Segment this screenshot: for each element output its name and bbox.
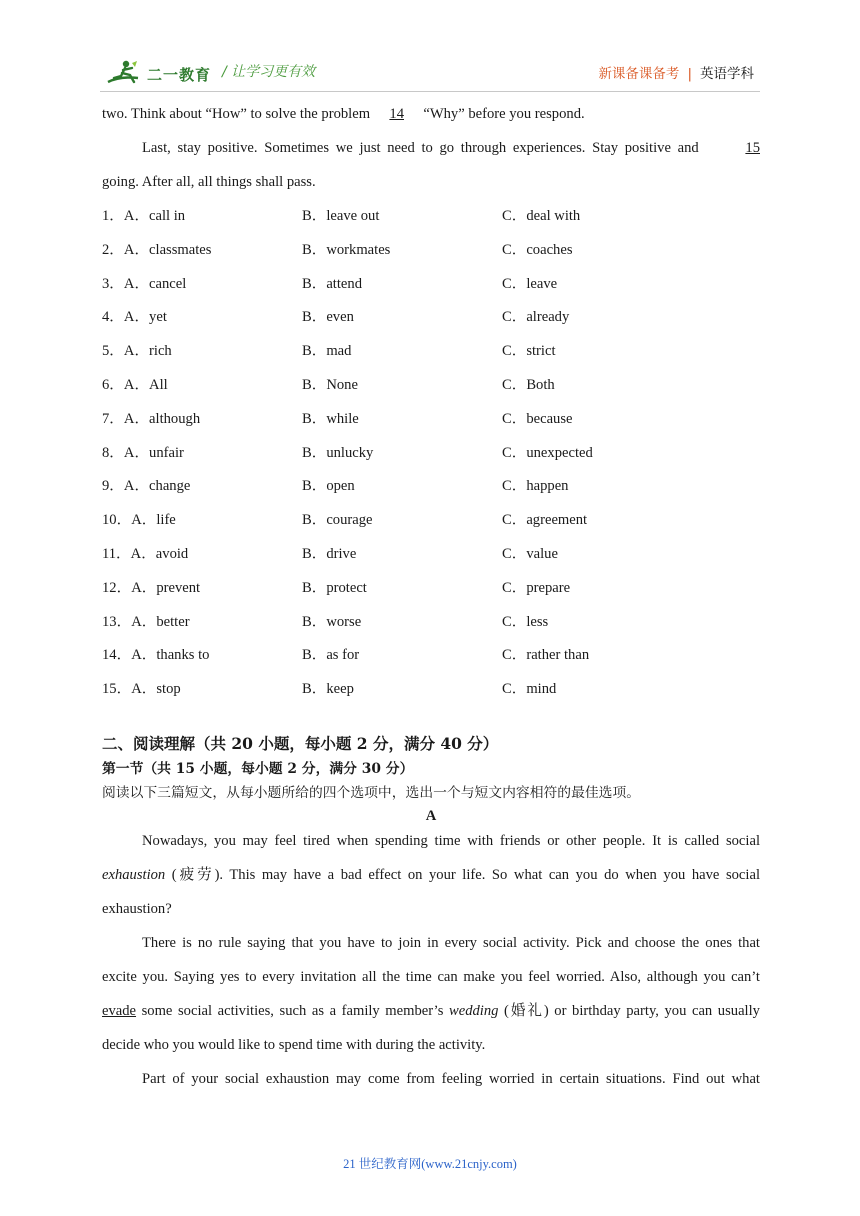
option-row (102, 409, 760, 443)
option-b: B．as for (302, 647, 360, 664)
option-a-text: A．thanks to (131, 647, 210, 664)
header-tag-prep: 新课备课备考 (598, 66, 680, 82)
option-a (102, 476, 190, 496)
option-b: B．courage (302, 512, 373, 529)
para2-line-2: excite you. Saying yes to every invitation all the time can make you feel worried. Also, although you can’t (102, 968, 760, 985)
option-b: B．attend (302, 275, 362, 292)
question-number: 4． (102, 309, 124, 326)
blank-14: 14 (389, 106, 404, 122)
para1-line-2: exhaustion (疲劳). This may have a bad effect on your life. So what can you do when you have social (102, 866, 760, 883)
option-row (102, 679, 760, 713)
option-a-text: A．classmates (123, 241, 212, 258)
page-footer: 21 世纪教育网(www.21cnjy.com) (343, 1157, 517, 1171)
option-a-text: A．life (131, 512, 176, 529)
para2-line-4: decide who you would like to spend time with during the activity. (102, 1036, 486, 1053)
option-b: B．workmates (302, 241, 391, 258)
question-number: 12． (102, 579, 132, 596)
option-a-text: A．prevent (131, 579, 201, 596)
passage-line-3: going. After all, all things shall pass. (102, 174, 316, 190)
option-a-text: A．unfair (123, 444, 184, 461)
header-subject: 英语学科 (700, 66, 754, 82)
option-row (102, 206, 760, 240)
para1-line-3: exhaustion? (102, 900, 172, 917)
passage-line-1: two. Think about “How” to solve the problem 14 “Why” before you respond. (102, 106, 585, 122)
option-c: C．Both (502, 376, 555, 393)
passage-line-2: Last, stay positive. Sometimes we just need to go through experiences. Stay positive and 15 (142, 140, 760, 156)
section-subtitle: 第一节（共 15 小题，每小题 2 分，满分 30 分） (102, 760, 414, 777)
option-a (102, 645, 209, 665)
option-a (102, 578, 200, 598)
option-row (102, 510, 760, 544)
option-row (102, 240, 760, 274)
option-a (102, 443, 184, 463)
question-number: 8． (102, 444, 124, 461)
blank-15: 15 (745, 140, 760, 156)
question-number: 14． (102, 647, 132, 664)
option-c: C．rather than (502, 647, 590, 664)
question-number: 2． (102, 241, 124, 258)
option-b: B．None (302, 376, 358, 393)
option-a (102, 679, 181, 699)
para1-line-1: Nowadays, you may feel tired when spending time with friends or other people. It is called social (142, 832, 760, 849)
option-c: C．leave (502, 275, 558, 292)
underlined-word: evade (102, 1002, 137, 1019)
para2-line-1: There is no rule saying that you have to join in every social activity. Pick and choose the ones that (142, 934, 760, 951)
option-a (102, 307, 167, 327)
option-b: B．leave out (302, 208, 380, 224)
option-a (102, 240, 211, 260)
question-number: 1． (102, 208, 124, 224)
slogan: / 让学习更有效 (222, 64, 316, 80)
para3-line-1: Part of your social exhaustion may come from feeling worried in certain situations. Find out what (142, 1070, 760, 1087)
option-b: B．mad (302, 343, 352, 360)
option-a-text: A．call in (123, 208, 186, 224)
option-a (102, 612, 190, 632)
option-a-text: A．better (131, 613, 190, 630)
option-b: B．even (302, 309, 354, 326)
option-a-text: A．change (123, 478, 191, 495)
option-c: C．less (502, 613, 549, 630)
logo-text: 二一教育 (147, 66, 212, 84)
section-title: 二、阅读理解（共 20 小题，每小题 2 分，满分 40 分） (102, 733, 499, 753)
option-b: B．protect (302, 579, 367, 596)
option-a (102, 206, 185, 226)
option-c: C．happen (502, 478, 569, 495)
option-b: B．open (302, 478, 355, 495)
para2-line-3: evade some social activities, such as a family member’s wedding (婚礼) or birthday party, you can usually (102, 1002, 760, 1019)
option-a (102, 375, 168, 395)
question-number: 3． (102, 275, 124, 292)
option-a-text: A．yet (123, 309, 167, 326)
option-row (102, 307, 760, 341)
question-number: 5． (102, 343, 124, 360)
option-row (102, 578, 760, 612)
option-b: B．worse (302, 613, 362, 630)
option-c: C．mind (502, 681, 557, 698)
option-c: C．strict (502, 343, 556, 360)
option-a-text: A．All (123, 376, 168, 393)
option-b: B．drive (302, 545, 357, 562)
page-header (0, 0, 860, 96)
option-b: B．unlucky (302, 444, 374, 461)
option-a (102, 409, 200, 429)
options-list (102, 206, 760, 713)
option-a (102, 274, 186, 294)
option-row (102, 341, 760, 375)
header-right (598, 62, 754, 82)
page-content (102, 104, 760, 1103)
option-b: B．while (302, 410, 359, 427)
option-row (102, 375, 760, 409)
option-a-text: A．avoid (130, 545, 189, 562)
header-divider (100, 91, 760, 92)
option-c: C．value (502, 545, 558, 562)
option-row (102, 476, 760, 510)
section-instruction: 阅读以下三篇短文，从每小题所给的四个选项中，选出一个与短文内容相符的最佳选项。 (102, 784, 641, 801)
option-c: C．coaches (502, 241, 573, 258)
option-a-text: A．stop (131, 681, 181, 698)
option-a-text: A．rich (123, 343, 172, 360)
option-c: C．because (502, 410, 573, 427)
option-a (102, 544, 188, 564)
option-row (102, 443, 760, 477)
option-c: C．unexpected (502, 444, 593, 461)
option-row (102, 274, 760, 308)
option-c: C．deal with (502, 208, 581, 224)
option-b: B．keep (302, 681, 354, 698)
question-number: 10． (102, 512, 132, 529)
question-number: 13． (102, 613, 132, 630)
option-c: C．already (502, 309, 570, 326)
option-a-text: A．cancel (123, 275, 187, 292)
question-number: 11． (102, 545, 131, 562)
option-row (102, 645, 760, 679)
option-c: C．prepare (502, 579, 571, 596)
option-a-text: A．although (123, 410, 201, 427)
header-separator: | (687, 66, 692, 82)
option-row (102, 612, 760, 646)
passage-heading: A (425, 807, 437, 824)
question-number: 6． (102, 376, 124, 393)
option-c: C．agreement (502, 512, 588, 529)
question-number: 9． (102, 478, 124, 495)
question-number: 7． (102, 410, 124, 427)
option-row (102, 544, 760, 578)
option-a (102, 510, 176, 530)
option-a (102, 341, 172, 361)
question-number: 15． (102, 681, 132, 698)
